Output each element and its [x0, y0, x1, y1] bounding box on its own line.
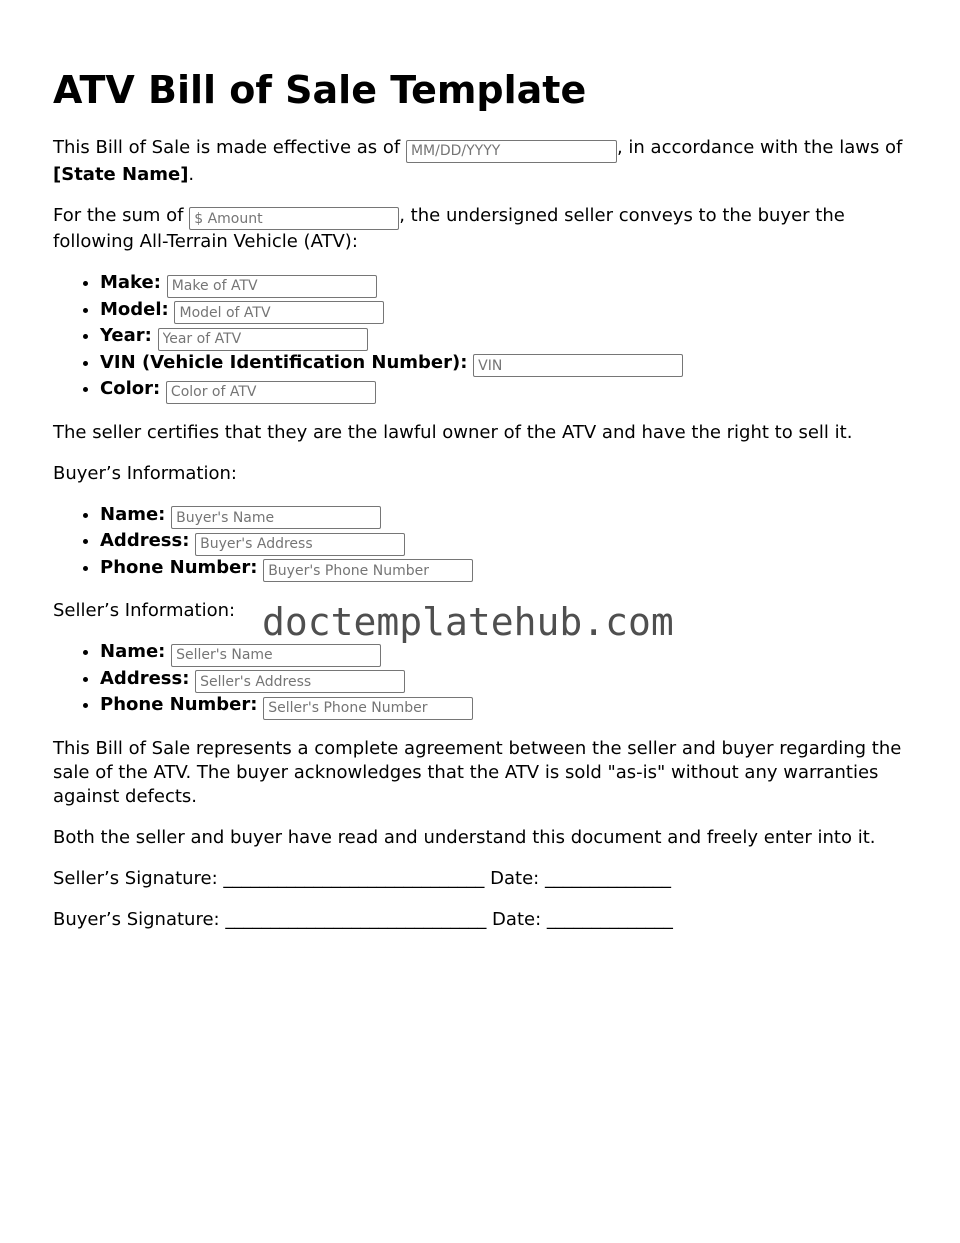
list-item — [100, 377, 913, 404]
state-name: [State Name] — [53, 163, 189, 185]
list-item — [100, 667, 913, 694]
seller-address-label: Address: — [100, 667, 190, 689]
buyer-phone-input[interactable] — [263, 559, 473, 582]
buyer-heading: Buyer’s Information: — [53, 462, 237, 484]
seller-name-input[interactable] — [171, 644, 381, 667]
seller-signature-line: Seller’s Signature: _____________________________ Date: ______________ — [53, 867, 671, 889]
effective-date-input[interactable] — [406, 140, 617, 163]
amount-input[interactable] — [189, 207, 399, 230]
list-item — [100, 556, 913, 583]
seller-heading: Seller’s Information: — [53, 600, 236, 621]
intro-end: . — [188, 163, 195, 185]
make-label: Make: — [100, 272, 161, 293]
buyer-phone-label: Phone Number: — [100, 556, 258, 578]
seller-phone-input[interactable] — [263, 697, 473, 720]
agreement-paragraph: This Bill of Sale represents a complete agreement between the seller and buyer regarding the sale of the ATV. The buyer acknowledges that the ATV is sold "as-is" without any warranties against defects. — [53, 737, 902, 807]
seller-phone-label: Phone Number: — [100, 694, 258, 715]
model-input[interactable] — [174, 301, 384, 324]
color-input[interactable] — [166, 381, 376, 404]
vin-input[interactable] — [473, 354, 683, 377]
list-item — [100, 351, 913, 378]
year-input[interactable] — [158, 328, 368, 351]
make-input[interactable] — [167, 275, 377, 298]
seller-info-list — [53, 640, 913, 720]
color-label: Color: — [100, 378, 161, 399]
seller-name-label: Name: — [100, 641, 166, 662]
vehicle-details-list — [53, 271, 913, 404]
watermark: doctemplatehub.com — [262, 600, 674, 644]
year-label: Year: — [100, 325, 152, 346]
certify-paragraph: The seller certifies that they are the lawful owner of the ATV and have the right to sell it. — [53, 421, 853, 443]
list-item — [100, 693, 913, 720]
buyer-signature-line: Buyer’s Signature: _____________________________ Date: ______________ — [53, 908, 673, 930]
vin-label: VIN (Vehicle Identification Number): — [100, 351, 468, 373]
page-title: ATV Bill of Sale Template — [53, 68, 587, 112]
buyer-name-label: Name: — [100, 503, 166, 525]
sum-text-before: For the sum of — [53, 204, 184, 226]
list-item — [100, 529, 913, 556]
model-label: Model: — [100, 298, 169, 320]
intro-text-before-date: This Bill of Sale is made effective as of — [53, 137, 401, 158]
buyer-info-list — [53, 503, 913, 583]
list-item — [100, 503, 913, 530]
sum-text-after: , the undersigned seller conveys to the buyer the following All-Terrain Vehicle (ATV): — [53, 204, 845, 252]
understand-paragraph: Both the seller and buyer have read and understand this document and freely enter into it. — [53, 826, 876, 848]
sum-paragraph — [53, 204, 913, 255]
buyer-address-input[interactable] — [195, 533, 405, 556]
intro-paragraph — [53, 136, 913, 187]
list-item — [100, 298, 913, 325]
buyer-name-input[interactable] — [171, 506, 381, 529]
document-page — [53, 64, 913, 949]
seller-address-input[interactable] — [195, 670, 405, 693]
list-item — [100, 324, 913, 351]
list-item — [100, 640, 913, 667]
list-item — [100, 271, 913, 298]
buyer-address-label: Address: — [100, 530, 190, 551]
intro-text-after-date: , in accordance with the laws of — [616, 137, 903, 158]
